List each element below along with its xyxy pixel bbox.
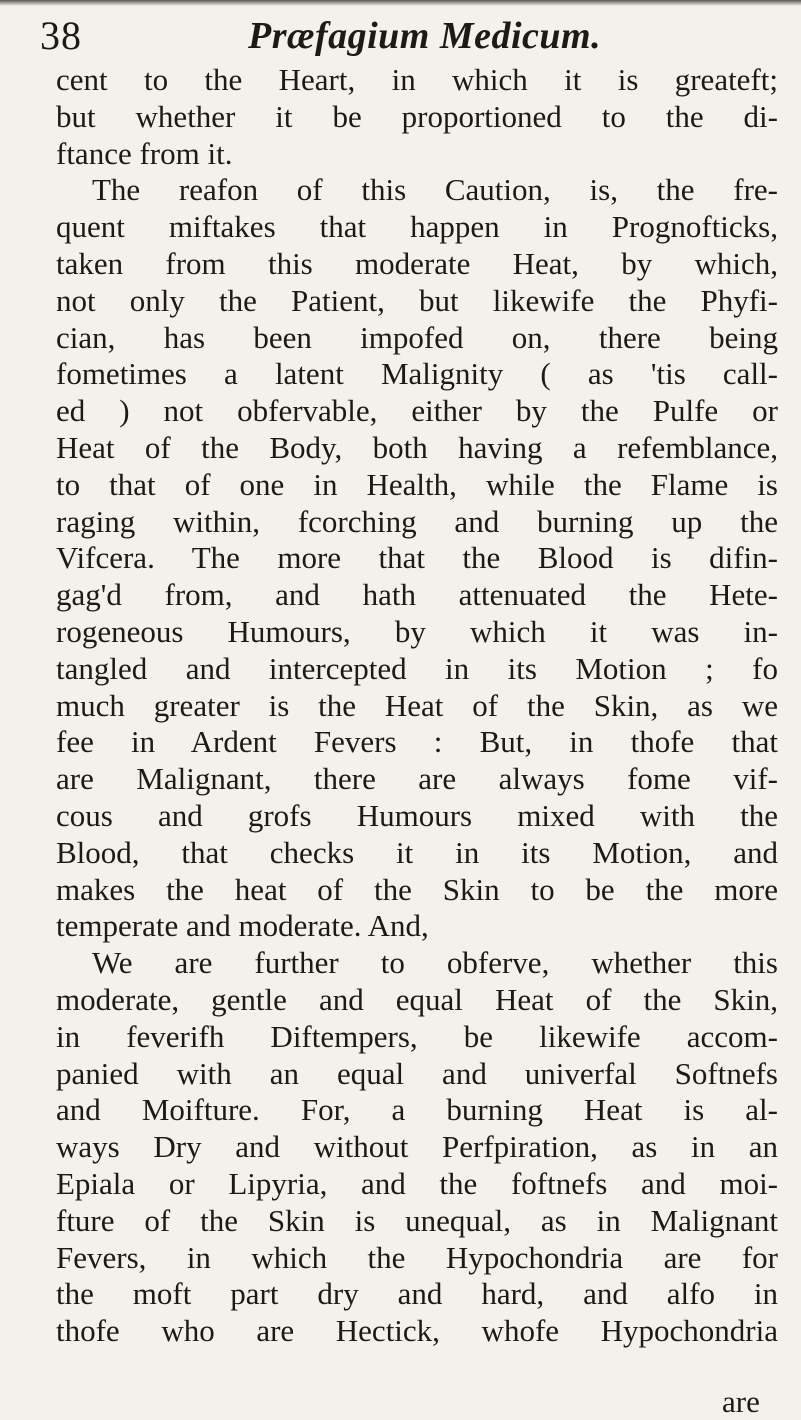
text-line: cous and grofs Humours mixed with the (56, 797, 778, 833)
text-line: much greater is the Heat of the Skin, as we (56, 687, 778, 723)
text-line: fometimes a latent Malignity ( as 'tis call- (56, 356, 778, 392)
text-line: Heat of the Body, both having a refemblance, (56, 429, 778, 465)
text-line: are Malignant, there are always fome vif- (56, 761, 778, 797)
text-line: cent to the Heart, in which it is greateft; (56, 62, 778, 97)
text-line: The reafon of this Caution, is, the fre- (92, 172, 778, 208)
running-head: Præfagium Medicum. (248, 15, 602, 57)
text-line: moderate, gentle and equal Heat of the Skin, (56, 981, 778, 1017)
text-line: thofe who are Hectick, whofe Hypochondria (56, 1313, 778, 1349)
text-line: in feverifh Diftempers, be likewife accom- (56, 1018, 778, 1054)
catchword: are (722, 1384, 760, 1419)
body-text (56, 62, 778, 1350)
text-line: makes the heat of the Skin to be the more (56, 871, 778, 907)
text-line: ed ) not obfervable, either by the Pulfe or (56, 393, 778, 429)
page-number: 38 (40, 13, 82, 58)
text-line: Blood, that checks it in its Motion, and (56, 834, 778, 870)
page-header (0, 10, 801, 64)
text-line: We are further to obferve, whether this (92, 945, 778, 981)
text-line: but whether it be proportioned to the di- (56, 98, 778, 134)
text-line: not only the Patient, but likewife the Phyfi- (56, 282, 778, 318)
text-line: raging within, fcorching and burning up the (56, 503, 778, 539)
text-line: the moft part dry and hard, and alfo in (56, 1276, 778, 1312)
text-line: ways Dry and without Perfpiration, as in an (56, 1129, 778, 1165)
text-line: temperate and moderate. And, (56, 908, 429, 944)
text-line: Vifcera. The more that the Blood is difin- (56, 540, 778, 576)
text-line: taken from this moderate Heat, by which, (56, 245, 778, 281)
text-line: quent miftakes that happen in Prognofticks, (56, 209, 778, 245)
text-line: Epiala or Lipyria, and the foftnefs and moi- (56, 1165, 778, 1201)
text-line: fee in Ardent Fevers : But, in thofe that (56, 724, 778, 760)
text-line: rogeneous Humours, by which it was in- (56, 613, 778, 649)
text-line: ftance from it. (56, 135, 233, 171)
text-line: to that of one in Health, while the Flame is (56, 466, 778, 502)
text-line: panied with an equal and univerfal Softnefs (56, 1055, 778, 1091)
text-line: tangled and intercepted in its Motion ; fo (56, 650, 778, 686)
page-top-edge (0, 0, 801, 6)
text-line: fture of the Skin is unequal, as in Malignant (56, 1202, 778, 1238)
text-line: cian, has been impofed on, there being (56, 319, 778, 355)
text-line: Fevers, in which the Hypochondria are for (56, 1239, 778, 1275)
text-line: and Moifture. For, a burning Heat is al- (56, 1092, 778, 1128)
text-line: gag'd from, and hath attenuated the Hete- (56, 577, 778, 613)
